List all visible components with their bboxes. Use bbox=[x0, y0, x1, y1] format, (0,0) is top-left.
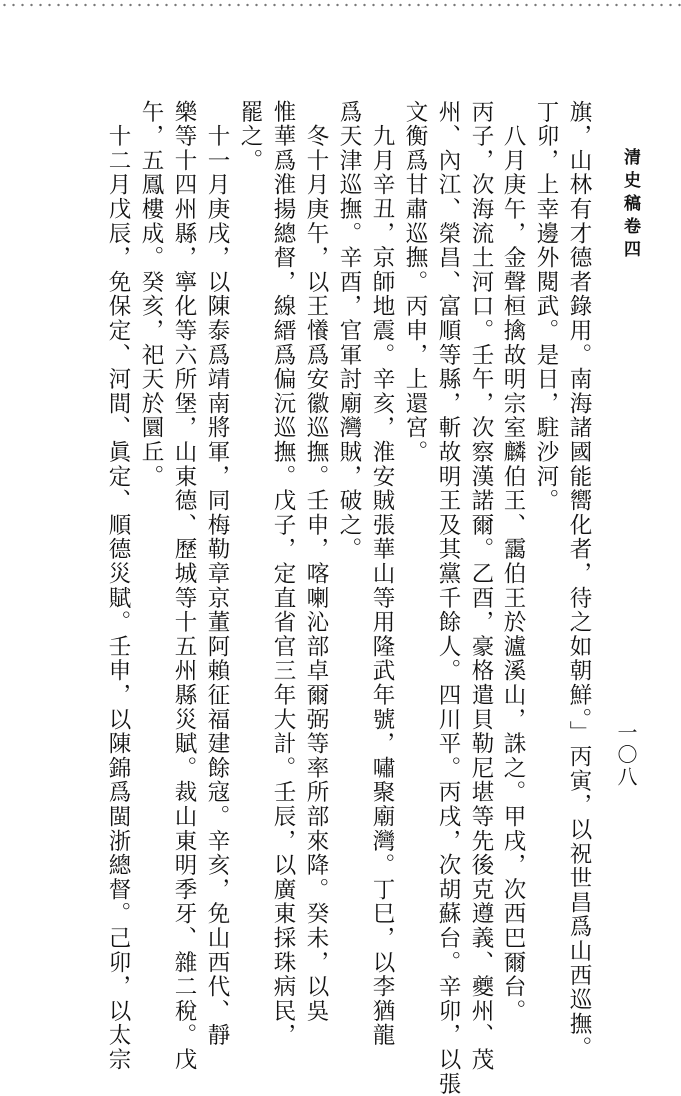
page-number: 一〇八 bbox=[614, 722, 638, 788]
running-head: 清史稿卷四 bbox=[620, 148, 640, 263]
text-column-5: 州、內江、榮昌、富順等縣，斬故明王及其黨千餘人。四川平。丙戌，次胡蘇台。辛卯，以張 bbox=[435, 100, 461, 1096]
text-column-7: 九月辛丑，京師地震。辛亥，淮安賊張華山等用隆武年號，嘯聚廟灣。丁巳，以李猶龍 bbox=[369, 100, 395, 1048]
text-column-3: 八月庚午，金聲桓擒故明宗室麟伯王、靄伯王於瀘溪山，誅之。甲戌，次西巴爾台。 bbox=[500, 100, 526, 1024]
text-column-11: 罷之。 bbox=[237, 100, 263, 173]
text-column-14: 午，五鳳樓成。癸亥，祀天於圜丘。 bbox=[138, 100, 164, 489]
text-column-13: 樂等十四州縣，寧化等六所堡，山東德、歷城等十五州縣災賦。裁山東明季牙、雜二稅。戊 bbox=[171, 100, 197, 1072]
text-column-1: 旗，山林有才德者錄用。南海諸國能嚮化者，待之如朝鮮。」丙寅，以祝世昌爲山西巡撫。 bbox=[566, 100, 592, 1061]
text-column-10: 惟華爲淮揚總督，線縉爲偏沅巡撫。戊子，定直省官三年大計。壬辰，以廣東採珠病民， bbox=[270, 100, 296, 1048]
text-column-8: 爲天津巡撫。辛酉，官軍討廟灣賊，破之。 bbox=[336, 100, 362, 562]
text-column-6: 文衡爲甘肅巡撫。丙申，上還宮。 bbox=[402, 100, 428, 465]
scan-edge-dots bbox=[0, 0, 681, 10]
text-column-15: 十二月戊辰，免保定、河間、眞定、順德災賦。壬申，以陳錦爲閩浙總督。己卯，以太宗 bbox=[105, 100, 131, 1072]
text-column-4: 丙子，次海流土河口。壬午，次察漢諾爾。乙酉，豪格遣貝勒尼堪等先後克遵義、夔州、茂 bbox=[468, 100, 494, 1072]
text-column-2: 丁卯，上幸邊外閱武。是日，駐沙河。 bbox=[533, 100, 559, 514]
text-column-9: 冬十月庚午，以王懩爲安徽巡撫。壬申，喀喇沁部卓爾弼等率所部來降。癸未，以吳 bbox=[303, 100, 329, 1024]
text-column-12: 十一月庚戌，以陳泰爲靖南將軍，同梅勒章京董阿賴征福建餘寇。辛亥，免山西代、靜 bbox=[204, 100, 230, 1048]
